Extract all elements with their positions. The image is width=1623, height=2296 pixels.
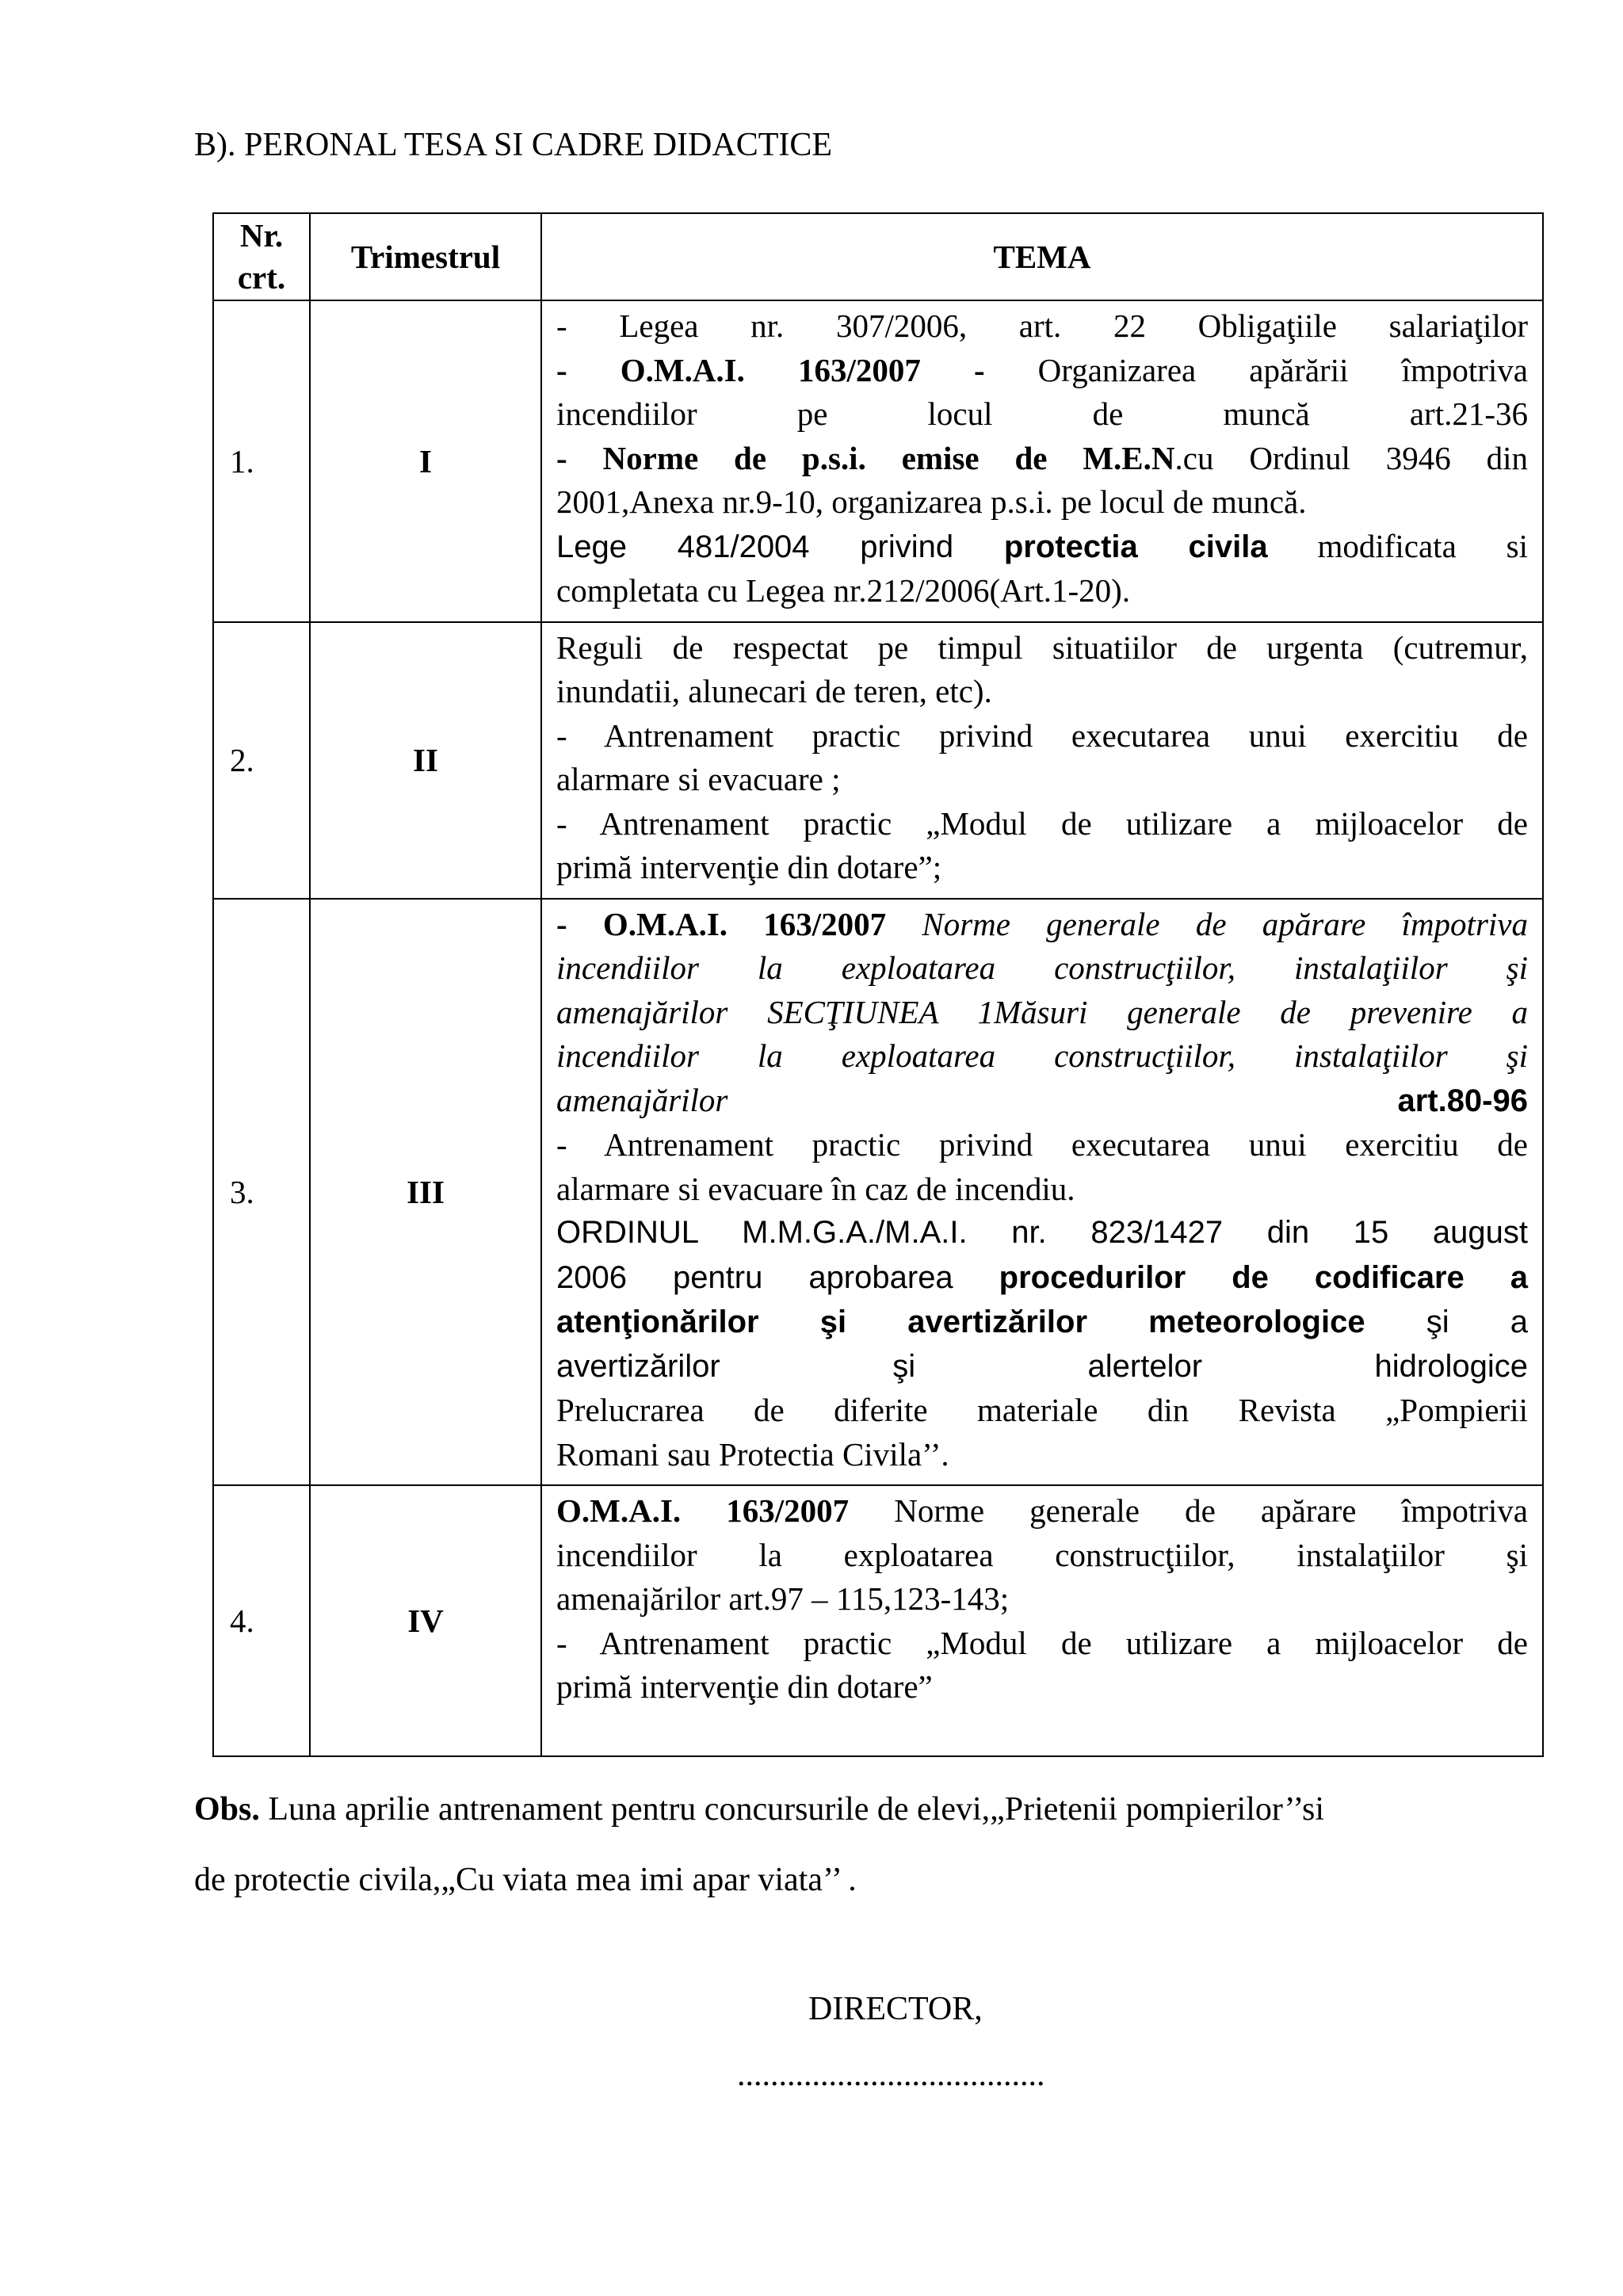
tema-line	[556, 349, 1528, 393]
tema-line-segment: procedurilor de codificare a	[953, 1259, 1528, 1295]
table-row	[213, 300, 1543, 622]
tema-line-segment: modificata si	[1267, 527, 1528, 564]
tema-line: primă intervenţie din dotare”;	[556, 849, 942, 885]
director-title: DIRECTOR,	[808, 1991, 983, 2027]
tema-line: - Legea nr. 307/2006, art. 22 Obligaţiile salariaţilor	[556, 308, 1528, 344]
obs-line-2: de protectie civila,„Cu viata mea imi apar viata’’ .	[194, 1862, 857, 1898]
tema-line: incendiilor la exploatarea construcţiilor, instalaţiilor şi	[556, 949, 1528, 986]
tema-line	[556, 437, 1528, 481]
row-trimestru: III	[310, 899, 541, 1486]
tema-line: Reguli de respectat pe timpul situatiilor de urgenta (cutremur,	[556, 628, 1528, 666]
tema-line-segment: Norme generale de apărare împotriva	[849, 1492, 1528, 1529]
tema-line: completata cu Legea nr.212/2006(Art.1-20).	[556, 572, 1131, 609]
tema-line-segment: - O.M.A.I. 163/2007 -	[556, 351, 985, 388]
tema-line-segment: Lege 481/2004 privind	[556, 529, 954, 564]
header-tema: TEMA	[541, 213, 1543, 300]
tema-line: Prelucrarea de diferite materiale din Revista „Pompierii	[556, 1392, 1528, 1428]
table-header-row	[213, 213, 1543, 300]
header-nr-line2: crt.	[237, 259, 286, 296]
training-plan-table	[212, 212, 1544, 1757]
row-trimestru: IV	[310, 1485, 541, 1756]
obs-label: Obs.	[194, 1791, 260, 1828]
row-number: 1.	[213, 300, 310, 622]
table-row	[213, 1485, 1543, 1756]
tema-line: alarmare si evacuare ;	[556, 761, 841, 797]
tema-line: inundatii, alunecari de teren, etc).	[556, 673, 992, 709]
tema-line-segment: .cu Ordinul 3946 din	[1174, 439, 1528, 476]
tema-line: - Antrenament practic „Modul de utilizare a mijloacelor de	[556, 804, 1528, 842]
header-nr-crt	[213, 213, 310, 300]
table-row	[213, 622, 1543, 899]
tema-line: - Antrenament practic „Modul de utilizare a mijloacelor de	[556, 1624, 1528, 1661]
tema-line: - Antrenament practic privind executarea unui exercitiu de	[556, 1126, 1528, 1163]
tema-line-segment: - Norme de p.s.i. emise de M.E.N	[556, 439, 1175, 476]
tema-line-segment: amenajărilor	[556, 1081, 728, 1118]
tema-line-segment: Organizarea apărării împotriva	[984, 351, 1528, 388]
tema-line	[556, 1489, 1528, 1534]
tema-line: incendiilor la exploatarea construcţiilor, instalaţiilor şi	[556, 1037, 1528, 1074]
tema-line	[556, 1255, 1528, 1301]
tema-line: incendiilor la exploatarea construcţiilor, instalaţiilor şi	[556, 1536, 1528, 1573]
header-nr-line1: Nr.	[239, 217, 284, 254]
tema-line: - Antrenament practic privind executarea unui exercitiu de	[556, 716, 1528, 754]
row-tema	[541, 300, 1543, 622]
tema-line: primă intervenţie din dotare”	[556, 1668, 933, 1705]
row-tema	[541, 622, 1543, 899]
tema-line: avertizărilor şi alertelor hidrologice	[556, 1348, 1528, 1384]
tema-line: amenajărilor SECŢIUNEA 1Măsuri generale de prevenire a	[556, 993, 1528, 1030]
table-row	[213, 899, 1543, 1486]
page-heading: B). PERONAL TESA SI CADRE DIDACTICE	[194, 127, 833, 163]
tema-line: ORDINUL M.M.G.A./M.A.I. nr. 823/1427 din 15 august	[556, 1215, 1528, 1250]
tema-line	[556, 525, 1528, 570]
tema-line	[556, 1300, 1528, 1345]
row-trimestru: I	[310, 300, 541, 622]
tema-line-segment: art.80-96	[727, 1083, 1528, 1118]
signature-dots: .....................................	[737, 2057, 1045, 2093]
tema-line: amenajărilor art.97 – 115,123-143;	[556, 1580, 1010, 1617]
tema-line-segment: atenţionărilor şi avertizărilor meteorologice	[556, 1305, 1365, 1339]
tema-line-segment: Norme generale de apărare împotriva	[886, 905, 1528, 942]
tema-line: alarmare si evacuare în caz de incendiu.	[556, 1170, 1075, 1207]
row-number: 2.	[213, 622, 310, 899]
tema-line	[556, 1079, 1528, 1124]
tema-line-segment: O.M.A.I. 163/2007	[556, 1492, 850, 1529]
obs-text-1: Luna aprilie antrenament pentru concursurile de elevi,„Prietenii pompierilor’’si	[259, 1791, 1324, 1828]
tema-line: 2001,Anexa nr.9-10, organizarea p.s.i. pe locul de muncă.	[556, 483, 1307, 520]
row-tema	[541, 1485, 1543, 1756]
tema-line-segment: - O.M.A.I. 163/2007	[556, 905, 887, 942]
header-trimestrul: Trimestrul	[310, 213, 541, 300]
row-number: 4.	[213, 1485, 310, 1756]
tema-line: Romani sau Protectia Civila’’.	[556, 1435, 949, 1473]
table-body	[213, 300, 1543, 1756]
row-tema	[541, 899, 1543, 1486]
tema-line-segment: protectia civila	[953, 529, 1268, 564]
row-trimestru: II	[310, 622, 541, 899]
tema-line-segment: şi a	[1365, 1305, 1529, 1339]
obs-line-1	[194, 1787, 1324, 1832]
row-number: 3.	[213, 899, 310, 1486]
tema-line-segment: 2006 pentru aprobarea	[556, 1259, 953, 1295]
tema-line	[556, 903, 1528, 947]
tema-line: incendiilor pe locul de muncă art.21-36	[556, 395, 1528, 432]
